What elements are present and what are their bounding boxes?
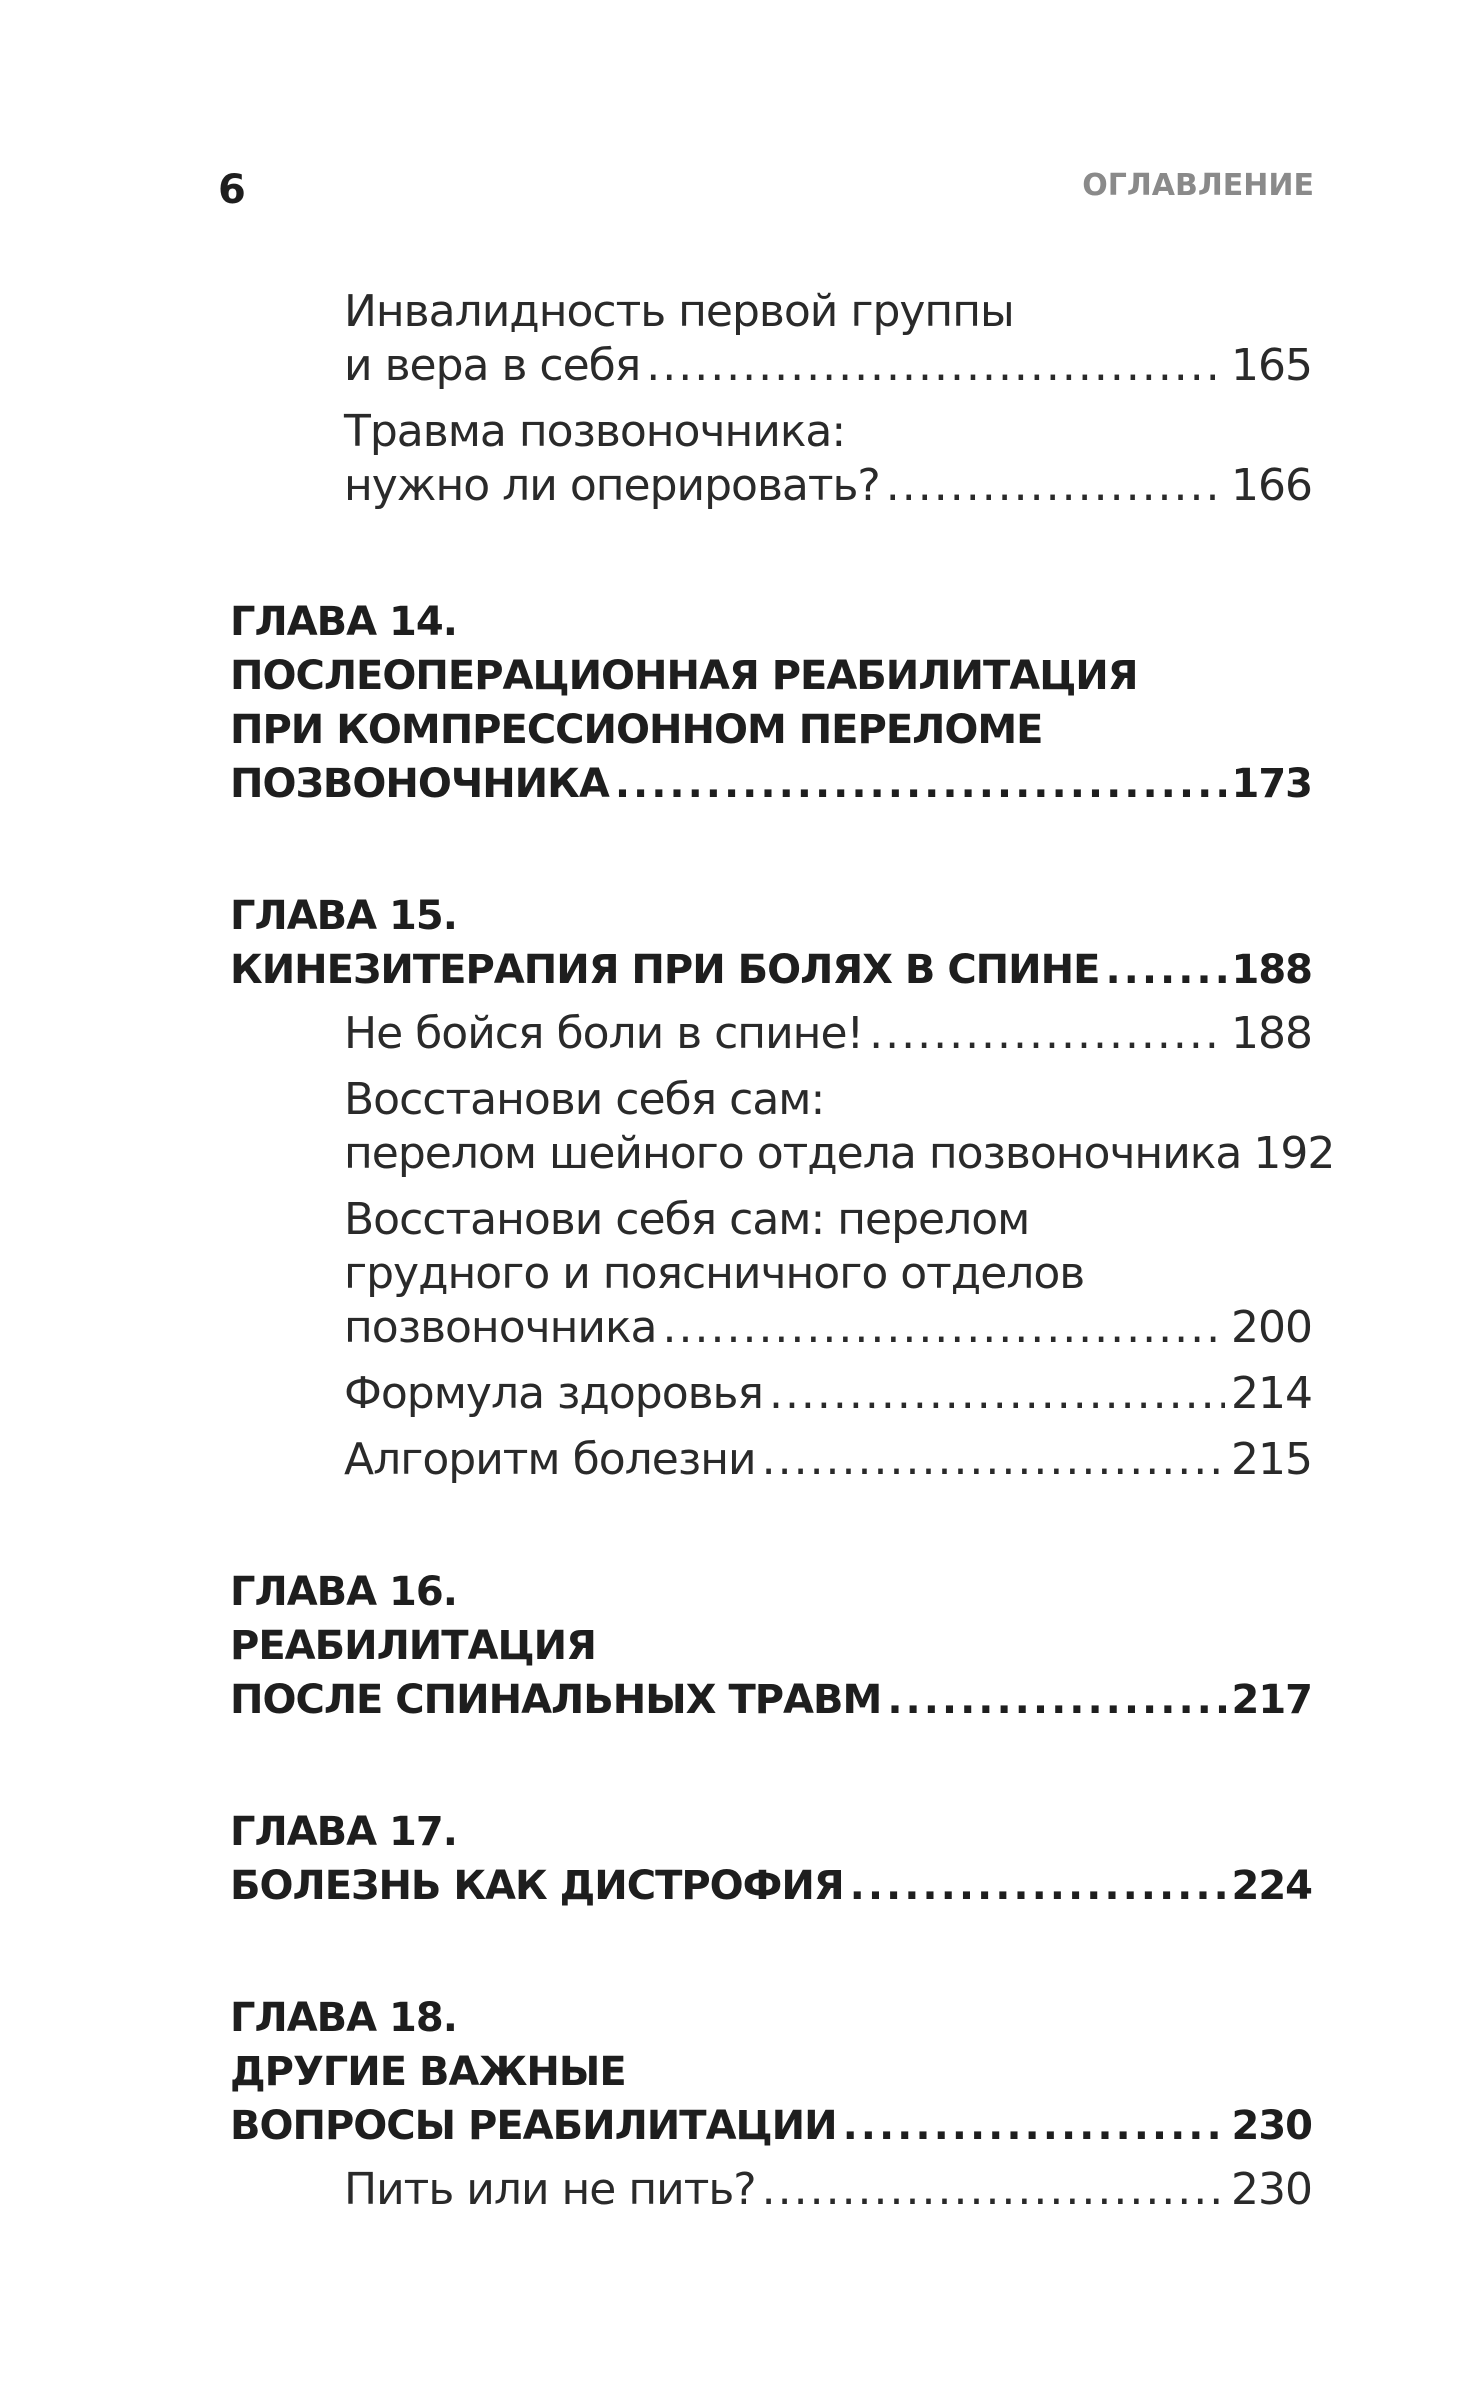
- dot-leader: [843, 2098, 1226, 2154]
- toc-entry-travma-line1[interactable]: Травма позвоночника:: [344, 406, 846, 457]
- chapter-16-entry[interactable]: ПОСЛЕ СПИНАЛЬНЫХ ТРАВМ ..... 217: [230, 1672, 1312, 1728]
- dot-leader: [762, 1432, 1225, 1488]
- chapter-18-label[interactable]: ГЛАВА 18.: [230, 1995, 457, 2041]
- toc-page-number: 215: [1231, 1434, 1312, 1485]
- toc-page-number: 192: [1253, 1128, 1335, 1179]
- dot-leader: [769, 1366, 1225, 1422]
- dot-leader: [663, 1300, 1225, 1356]
- chapter-18-entry[interactable]: ВОПРОСЫ РЕАБИЛИТАЦИИ ..... 230: [230, 2098, 1312, 2154]
- dot-leader: [850, 1858, 1226, 1914]
- chapter-17-entry[interactable]: БОЛЕЗНЬ КАК ДИСТРОФИЯ ..... 224: [230, 1858, 1312, 1914]
- chapter-14-entry[interactable]: ПОЗВОНОЧНИКА ..... 173: [230, 756, 1312, 812]
- toc-entry-vosst-1[interactable]: перелом шейного отдела позвоночника 192: [344, 1126, 1312, 1182]
- toc-page-number: 188: [1231, 1008, 1312, 1059]
- toc-entry-vosst-2[interactable]: позвоночника ..... 200: [344, 1300, 1312, 1356]
- chapter-16-label[interactable]: ГЛАВА 16.: [230, 1569, 457, 1615]
- toc-entry-invalidnost-line1[interactable]: Инвалидность первой группы: [344, 286, 1014, 337]
- toc-page-number: 188: [1231, 947, 1312, 993]
- dot-leader: [762, 2162, 1225, 2218]
- page-number: 6: [218, 167, 246, 213]
- dot-leader: [887, 1672, 1225, 1728]
- toc-page-number: 173: [1231, 761, 1312, 807]
- chapter-14-title-line1[interactable]: ПОСЛЕОПЕРАЦИОННАЯ РЕАБИЛИТАЦИЯ: [230, 653, 1138, 699]
- toc-page-number: 217: [1231, 1677, 1312, 1723]
- dot-leader: [886, 458, 1225, 514]
- toc-entry-formula[interactable]: Формула здоровья ..... 214: [344, 1366, 1312, 1422]
- toc-page-number: 214: [1231, 1368, 1312, 1419]
- chapter-18-title-line1[interactable]: ДРУГИЕ ВАЖНЫЕ: [230, 2049, 626, 2095]
- toc-entry-vosst-1-line1[interactable]: Восстанови себя сам:: [344, 1074, 825, 1125]
- toc-entry-invalidnost[interactable]: и вера в себя ..... 165: [344, 338, 1312, 394]
- dot-leader: [869, 1006, 1225, 1062]
- chapter-14-label[interactable]: ГЛАВА 14.: [230, 599, 457, 645]
- toc-entry-travma[interactable]: нужно ли оперировать? ..... 166: [344, 458, 1312, 514]
- dot-leader: [1105, 942, 1225, 998]
- dot-leader: [646, 338, 1225, 394]
- toc-entry-pit[interactable]: Пить или не пить? ..... 230: [344, 2162, 1312, 2218]
- dot-leader: [615, 756, 1226, 812]
- toc-page-number: 230: [1231, 2164, 1312, 2215]
- chapter-15-label[interactable]: ГЛАВА 15.: [230, 893, 457, 939]
- running-title: ОГЛАВЛЕНИЕ: [1082, 168, 1314, 203]
- chapter-17-label[interactable]: ГЛАВА 17.: [230, 1809, 457, 1855]
- chapter-15-entry[interactable]: КИНЕЗИТЕРАПИЯ ПРИ БОЛЯХ В СПИНЕ ..... 188: [230, 942, 1312, 998]
- chapter-14-title-line2[interactable]: ПРИ КОМПРЕССИОННОМ ПЕРЕЛОМЕ: [230, 707, 1043, 753]
- toc-entry-vosst-2-line1[interactable]: Восстанови себя сам: перелом: [344, 1194, 1030, 1245]
- toc-page-number: 200: [1231, 1302, 1312, 1353]
- toc-page-number: 166: [1231, 460, 1312, 511]
- toc-entry-algoritm[interactable]: Алгоритм болезни ..... 215: [344, 1432, 1312, 1488]
- toc-entry-ne-boysya[interactable]: Не бойся боли в спине! ..... 188: [344, 1006, 1312, 1062]
- toc-page-number: 230: [1231, 2103, 1312, 2149]
- toc-page-number: 165: [1231, 340, 1312, 391]
- toc-entry-vosst-2-line2[interactable]: грудного и поясничного отделов: [344, 1248, 1085, 1299]
- toc-page-number: 224: [1231, 1863, 1312, 1909]
- chapter-16-title-line1[interactable]: РЕАБИЛИТАЦИЯ: [230, 1623, 596, 1669]
